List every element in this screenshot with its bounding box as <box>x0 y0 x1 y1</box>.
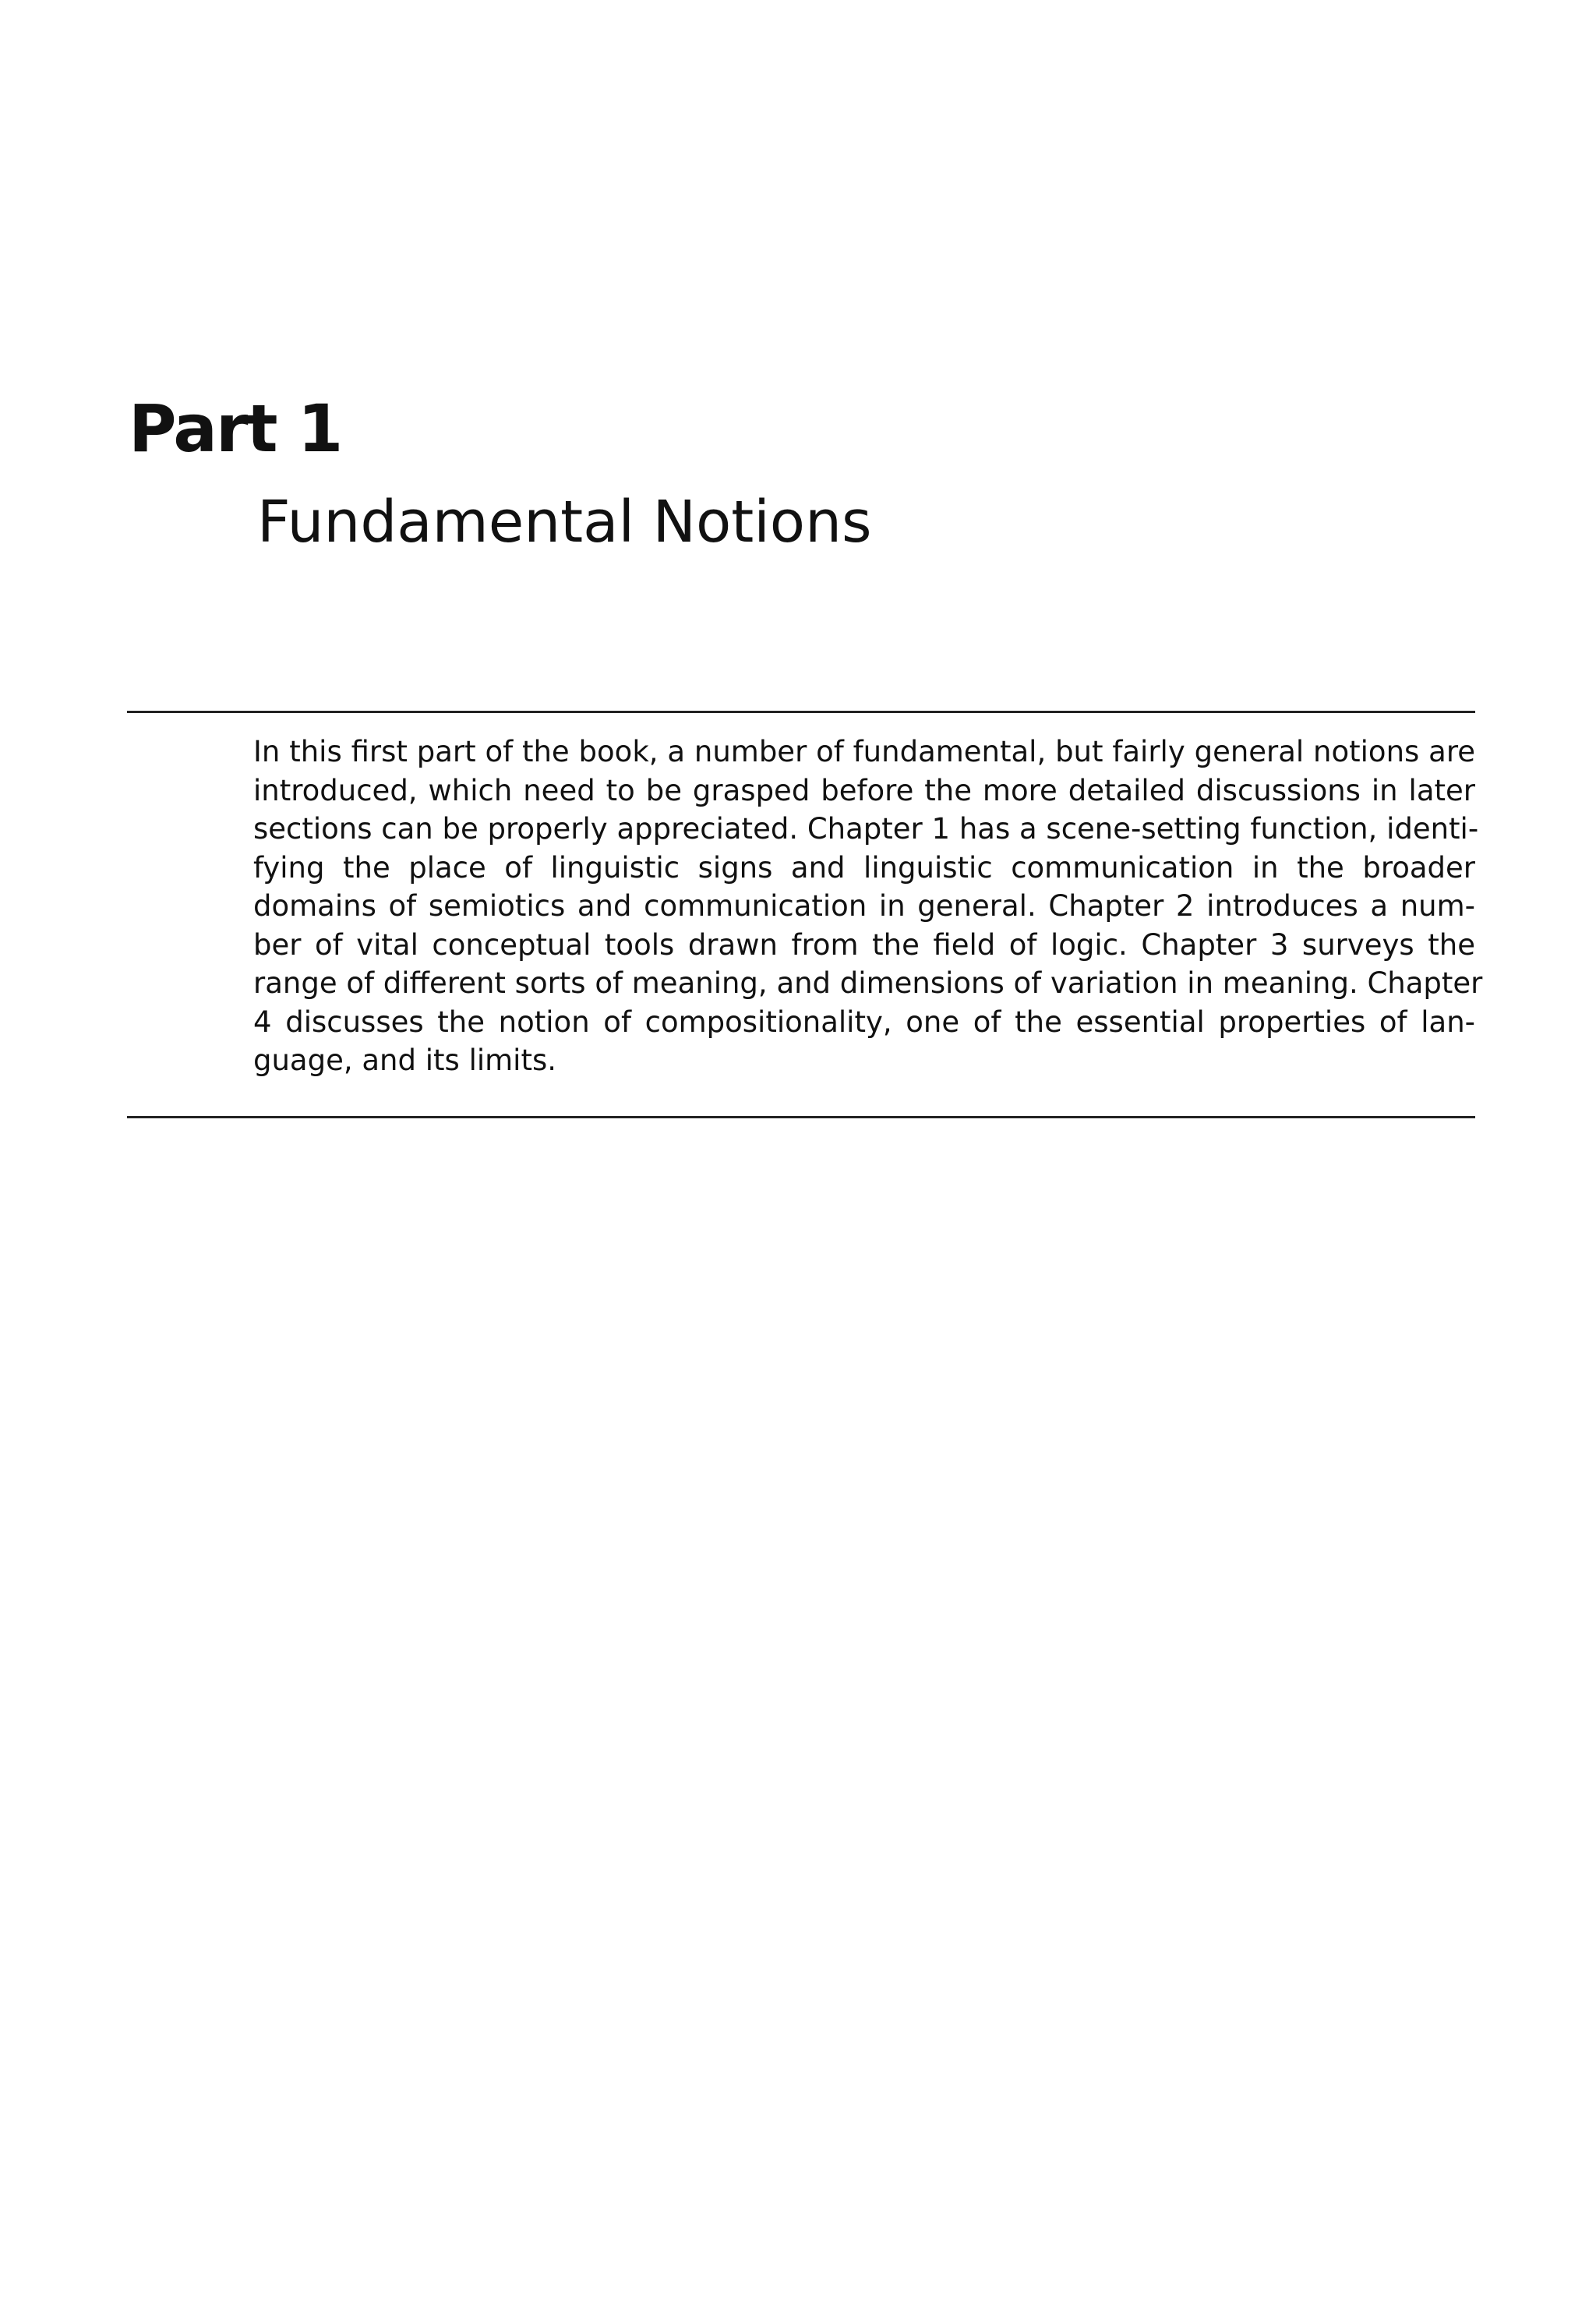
intro-line: domains of semiotics and communication in general. Chapter 2 introduces a num- <box>253 889 1475 923</box>
intro-line: guage, and its limits. <box>253 1044 557 1077</box>
intro-line: range of different sorts of meaning, and dimensions of variation in meaning. Chapter <box>253 966 1483 1000</box>
intro-line: ber of vital conceptual tools drawn from the field of logic. Chapter 3 surveys the <box>253 927 1475 962</box>
intro-line: introduced, which need to be grasped before the more detailed discussions in later <box>253 773 1475 807</box>
top-rule <box>127 711 1475 713</box>
part-introduction <box>253 733 1483 1080</box>
part-title: Fundamental Notions <box>257 489 872 556</box>
intro-line: fying the place of linguistic signs and linguistic communication in the broader <box>253 850 1475 885</box>
bottom-rule <box>127 1116 1475 1118</box>
intro-line: sections can be properly appreciated. Chapter 1 has a scene-setting function, identi- <box>253 812 1479 846</box>
intro-line: In this first part of the book, a number of fundamental, but fairly general notions are <box>253 735 1475 768</box>
intro-line: 4 discusses the notion of compositionality, one of the essential properties of lan- <box>253 1005 1475 1039</box>
part-label: Part 1 <box>129 390 342 467</box>
